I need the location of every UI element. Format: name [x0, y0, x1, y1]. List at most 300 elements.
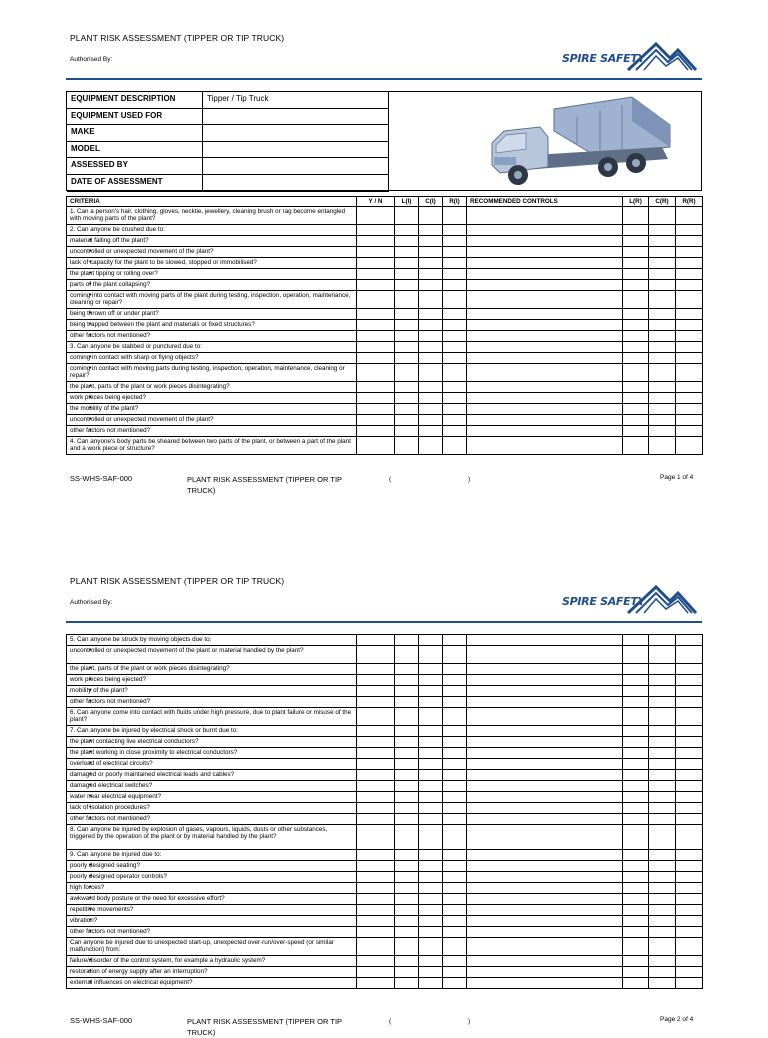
ri-cell[interactable] — [443, 803, 467, 814]
rr-cell[interactable] — [676, 291, 703, 309]
cr-cell[interactable] — [649, 697, 676, 708]
li-cell[interactable] — [395, 258, 419, 269]
rr-cell[interactable] — [676, 269, 703, 280]
ci-cell[interactable] — [419, 280, 443, 291]
lr-cell[interactable] — [623, 814, 649, 825]
ci-cell[interactable] — [419, 236, 443, 247]
li-cell[interactable] — [395, 894, 419, 905]
ci-cell[interactable] — [419, 825, 443, 850]
controls-cell[interactable] — [467, 803, 623, 814]
lr-cell[interactable] — [623, 737, 649, 748]
rr-cell[interactable] — [676, 258, 703, 269]
li-cell[interactable] — [395, 697, 419, 708]
controls-cell[interactable] — [467, 331, 623, 342]
li-cell[interactable] — [395, 280, 419, 291]
cr-cell[interactable] — [649, 726, 676, 737]
li-cell[interactable] — [395, 883, 419, 894]
lr-cell[interactable] — [623, 708, 649, 726]
lr-cell[interactable] — [623, 825, 649, 850]
ci-cell[interactable] — [419, 726, 443, 737]
controls-cell[interactable] — [467, 635, 623, 646]
cr-cell[interactable] — [649, 269, 676, 280]
controls-cell[interactable] — [467, 883, 623, 894]
yn-cell[interactable] — [357, 415, 395, 426]
li-cell[interactable] — [395, 291, 419, 309]
cr-cell[interactable] — [649, 236, 676, 247]
controls-cell[interactable] — [467, 938, 623, 956]
li-cell[interactable] — [395, 737, 419, 748]
info-value[interactable] — [203, 125, 389, 141]
rr-cell[interactable] — [676, 697, 703, 708]
lr-cell[interactable] — [623, 309, 649, 320]
rr-cell[interactable] — [676, 225, 703, 236]
rr-cell[interactable] — [676, 309, 703, 320]
lr-cell[interactable] — [623, 236, 649, 247]
yn-cell[interactable] — [357, 280, 395, 291]
rr-cell[interactable] — [676, 938, 703, 956]
cr-cell[interactable] — [649, 686, 676, 697]
ri-cell[interactable] — [443, 814, 467, 825]
controls-cell[interactable] — [467, 364, 623, 382]
li-cell[interactable] — [395, 956, 419, 967]
lr-cell[interactable] — [623, 247, 649, 258]
ri-cell[interactable] — [443, 225, 467, 236]
yn-cell[interactable] — [357, 916, 395, 927]
rr-cell[interactable] — [676, 437, 703, 455]
ri-cell[interactable] — [443, 861, 467, 872]
info-value[interactable] — [203, 158, 389, 174]
ri-cell[interactable] — [443, 916, 467, 927]
ci-cell[interactable] — [419, 404, 443, 415]
li-cell[interactable] — [395, 364, 419, 382]
controls-cell[interactable] — [467, 269, 623, 280]
yn-cell[interactable] — [357, 320, 395, 331]
controls-cell[interactable] — [467, 697, 623, 708]
controls-cell[interactable] — [467, 291, 623, 309]
lr-cell[interactable] — [623, 803, 649, 814]
yn-cell[interactable] — [357, 331, 395, 342]
li-cell[interactable] — [395, 770, 419, 781]
lr-cell[interactable] — [623, 978, 649, 989]
yn-cell[interactable] — [357, 426, 395, 437]
controls-cell[interactable] — [467, 916, 623, 927]
ri-cell[interactable] — [443, 236, 467, 247]
lr-cell[interactable] — [623, 646, 649, 664]
controls-cell[interactable] — [467, 382, 623, 393]
ci-cell[interactable] — [419, 426, 443, 437]
controls-cell[interactable] — [467, 664, 623, 675]
ci-cell[interactable] — [419, 697, 443, 708]
ci-cell[interactable] — [419, 850, 443, 861]
rr-cell[interactable] — [676, 781, 703, 792]
info-value[interactable]: Tipper / Tip Truck — [203, 92, 389, 108]
controls-cell[interactable] — [467, 927, 623, 938]
controls-cell[interactable] — [467, 280, 623, 291]
ci-cell[interactable] — [419, 978, 443, 989]
rr-cell[interactable] — [676, 393, 703, 404]
controls-cell[interactable] — [467, 978, 623, 989]
ri-cell[interactable] — [443, 905, 467, 916]
ri-cell[interactable] — [443, 748, 467, 759]
ri-cell[interactable] — [443, 697, 467, 708]
ci-cell[interactable] — [419, 437, 443, 455]
ri-cell[interactable] — [443, 426, 467, 437]
rr-cell[interactable] — [676, 894, 703, 905]
yn-cell[interactable] — [357, 861, 395, 872]
yn-cell[interactable] — [357, 770, 395, 781]
yn-cell[interactable] — [357, 646, 395, 664]
yn-cell[interactable] — [357, 225, 395, 236]
lr-cell[interactable] — [623, 883, 649, 894]
ri-cell[interactable] — [443, 382, 467, 393]
yn-cell[interactable] — [357, 927, 395, 938]
yn-cell[interactable] — [357, 803, 395, 814]
controls-cell[interactable] — [467, 708, 623, 726]
cr-cell[interactable] — [649, 225, 676, 236]
ci-cell[interactable] — [419, 382, 443, 393]
ri-cell[interactable] — [443, 635, 467, 646]
rr-cell[interactable] — [676, 770, 703, 781]
rr-cell[interactable] — [676, 675, 703, 686]
li-cell[interactable] — [395, 675, 419, 686]
cr-cell[interactable] — [649, 675, 676, 686]
rr-cell[interactable] — [676, 646, 703, 664]
li-cell[interactable] — [395, 825, 419, 850]
controls-cell[interactable] — [467, 686, 623, 697]
ri-cell[interactable] — [443, 872, 467, 883]
li-cell[interactable] — [395, 225, 419, 236]
rr-cell[interactable] — [676, 342, 703, 353]
lr-cell[interactable] — [623, 437, 649, 455]
ri-cell[interactable] — [443, 850, 467, 861]
controls-cell[interactable] — [467, 426, 623, 437]
ri-cell[interactable] — [443, 291, 467, 309]
rr-cell[interactable] — [676, 872, 703, 883]
controls-cell[interactable] — [467, 905, 623, 916]
rr-cell[interactable] — [676, 382, 703, 393]
cr-cell[interactable] — [649, 207, 676, 225]
li-cell[interactable] — [395, 759, 419, 770]
li-cell[interactable] — [395, 850, 419, 861]
controls-cell[interactable] — [467, 726, 623, 737]
cr-cell[interactable] — [649, 825, 676, 850]
cr-cell[interactable] — [649, 247, 676, 258]
ri-cell[interactable] — [443, 258, 467, 269]
li-cell[interactable] — [395, 426, 419, 437]
ci-cell[interactable] — [419, 247, 443, 258]
rr-cell[interactable] — [676, 331, 703, 342]
rr-cell[interactable] — [676, 905, 703, 916]
yn-cell[interactable] — [357, 792, 395, 803]
ci-cell[interactable] — [419, 675, 443, 686]
ci-cell[interactable] — [419, 927, 443, 938]
ci-cell[interactable] — [419, 364, 443, 382]
cr-cell[interactable] — [649, 938, 676, 956]
ci-cell[interactable] — [419, 759, 443, 770]
rr-cell[interactable] — [676, 883, 703, 894]
lr-cell[interactable] — [623, 426, 649, 437]
yn-cell[interactable] — [357, 748, 395, 759]
cr-cell[interactable] — [649, 905, 676, 916]
controls-cell[interactable] — [467, 781, 623, 792]
cr-cell[interactable] — [649, 861, 676, 872]
ri-cell[interactable] — [443, 770, 467, 781]
cr-cell[interactable] — [649, 770, 676, 781]
li-cell[interactable] — [395, 664, 419, 675]
cr-cell[interactable] — [649, 342, 676, 353]
controls-cell[interactable] — [467, 861, 623, 872]
cr-cell[interactable] — [649, 664, 676, 675]
controls-cell[interactable] — [467, 225, 623, 236]
ci-cell[interactable] — [419, 353, 443, 364]
ci-cell[interactable] — [419, 331, 443, 342]
li-cell[interactable] — [395, 415, 419, 426]
ci-cell[interactable] — [419, 708, 443, 726]
li-cell[interactable] — [395, 331, 419, 342]
rr-cell[interactable] — [676, 825, 703, 850]
ri-cell[interactable] — [443, 247, 467, 258]
lr-cell[interactable] — [623, 872, 649, 883]
cr-cell[interactable] — [649, 708, 676, 726]
ri-cell[interactable] — [443, 737, 467, 748]
ri-cell[interactable] — [443, 759, 467, 770]
cr-cell[interactable] — [649, 382, 676, 393]
ri-cell[interactable] — [443, 309, 467, 320]
yn-cell[interactable] — [357, 353, 395, 364]
ci-cell[interactable] — [419, 916, 443, 927]
ri-cell[interactable] — [443, 320, 467, 331]
yn-cell[interactable] — [357, 956, 395, 967]
lr-cell[interactable] — [623, 258, 649, 269]
ci-cell[interactable] — [419, 225, 443, 236]
cr-cell[interactable] — [649, 894, 676, 905]
controls-cell[interactable] — [467, 393, 623, 404]
lr-cell[interactable] — [623, 382, 649, 393]
yn-cell[interactable] — [357, 967, 395, 978]
rr-cell[interactable] — [676, 708, 703, 726]
controls-cell[interactable] — [467, 825, 623, 850]
rr-cell[interactable] — [676, 726, 703, 737]
li-cell[interactable] — [395, 393, 419, 404]
controls-cell[interactable] — [467, 437, 623, 455]
rr-cell[interactable] — [676, 247, 703, 258]
lr-cell[interactable] — [623, 781, 649, 792]
rr-cell[interactable] — [676, 850, 703, 861]
yn-cell[interactable] — [357, 664, 395, 675]
rr-cell[interactable] — [676, 978, 703, 989]
cr-cell[interactable] — [649, 759, 676, 770]
cr-cell[interactable] — [649, 792, 676, 803]
cr-cell[interactable] — [649, 814, 676, 825]
cr-cell[interactable] — [649, 850, 676, 861]
li-cell[interactable] — [395, 927, 419, 938]
cr-cell[interactable] — [649, 967, 676, 978]
yn-cell[interactable] — [357, 269, 395, 280]
cr-cell[interactable] — [649, 872, 676, 883]
li-cell[interactable] — [395, 938, 419, 956]
yn-cell[interactable] — [357, 872, 395, 883]
cr-cell[interactable] — [649, 978, 676, 989]
controls-cell[interactable] — [467, 792, 623, 803]
yn-cell[interactable] — [357, 686, 395, 697]
ri-cell[interactable] — [443, 894, 467, 905]
rr-cell[interactable] — [676, 635, 703, 646]
yn-cell[interactable] — [357, 781, 395, 792]
lr-cell[interactable] — [623, 956, 649, 967]
lr-cell[interactable] — [623, 927, 649, 938]
li-cell[interactable] — [395, 353, 419, 364]
ci-cell[interactable] — [419, 291, 443, 309]
cr-cell[interactable] — [649, 781, 676, 792]
cr-cell[interactable] — [649, 291, 676, 309]
controls-cell[interactable] — [467, 894, 623, 905]
li-cell[interactable] — [395, 207, 419, 225]
ri-cell[interactable] — [443, 331, 467, 342]
cr-cell[interactable] — [649, 646, 676, 664]
ri-cell[interactable] — [443, 675, 467, 686]
ci-cell[interactable] — [419, 803, 443, 814]
ri-cell[interactable] — [443, 646, 467, 664]
cr-cell[interactable] — [649, 737, 676, 748]
yn-cell[interactable] — [357, 364, 395, 382]
lr-cell[interactable] — [623, 291, 649, 309]
lr-cell[interactable] — [623, 225, 649, 236]
lr-cell[interactable] — [623, 726, 649, 737]
ri-cell[interactable] — [443, 437, 467, 455]
ci-cell[interactable] — [419, 770, 443, 781]
rr-cell[interactable] — [676, 803, 703, 814]
lr-cell[interactable] — [623, 759, 649, 770]
cr-cell[interactable] — [649, 309, 676, 320]
yn-cell[interactable] — [357, 437, 395, 455]
ri-cell[interactable] — [443, 938, 467, 956]
ci-cell[interactable] — [419, 748, 443, 759]
ci-cell[interactable] — [419, 320, 443, 331]
cr-cell[interactable] — [649, 404, 676, 415]
cr-cell[interactable] — [649, 280, 676, 291]
controls-cell[interactable] — [467, 353, 623, 364]
ci-cell[interactable] — [419, 393, 443, 404]
ri-cell[interactable] — [443, 825, 467, 850]
rr-cell[interactable] — [676, 415, 703, 426]
ri-cell[interactable] — [443, 415, 467, 426]
rr-cell[interactable] — [676, 792, 703, 803]
yn-cell[interactable] — [357, 382, 395, 393]
yn-cell[interactable] — [357, 291, 395, 309]
ri-cell[interactable] — [443, 404, 467, 415]
info-value[interactable] — [203, 142, 389, 158]
controls-cell[interactable] — [467, 737, 623, 748]
yn-cell[interactable] — [357, 258, 395, 269]
lr-cell[interactable] — [623, 905, 649, 916]
cr-cell[interactable] — [649, 353, 676, 364]
yn-cell[interactable] — [357, 737, 395, 748]
rr-cell[interactable] — [676, 207, 703, 225]
ri-cell[interactable] — [443, 781, 467, 792]
controls-cell[interactable] — [467, 247, 623, 258]
rr-cell[interactable] — [676, 404, 703, 415]
lr-cell[interactable] — [623, 770, 649, 781]
lr-cell[interactable] — [623, 697, 649, 708]
ci-cell[interactable] — [419, 872, 443, 883]
ri-cell[interactable] — [443, 726, 467, 737]
lr-cell[interactable] — [623, 269, 649, 280]
li-cell[interactable] — [395, 967, 419, 978]
li-cell[interactable] — [395, 781, 419, 792]
rr-cell[interactable] — [676, 861, 703, 872]
yn-cell[interactable] — [357, 393, 395, 404]
cr-cell[interactable] — [649, 803, 676, 814]
controls-cell[interactable] — [467, 415, 623, 426]
controls-cell[interactable] — [467, 748, 623, 759]
li-cell[interactable] — [395, 872, 419, 883]
ci-cell[interactable] — [419, 792, 443, 803]
ci-cell[interactable] — [419, 415, 443, 426]
info-value[interactable] — [203, 175, 389, 191]
controls-cell[interactable] — [467, 309, 623, 320]
ri-cell[interactable] — [443, 364, 467, 382]
rr-cell[interactable] — [676, 748, 703, 759]
yn-cell[interactable] — [357, 905, 395, 916]
lr-cell[interactable] — [623, 320, 649, 331]
li-cell[interactable] — [395, 247, 419, 258]
lr-cell[interactable] — [623, 664, 649, 675]
cr-cell[interactable] — [649, 415, 676, 426]
yn-cell[interactable] — [357, 635, 395, 646]
li-cell[interactable] — [395, 814, 419, 825]
li-cell[interactable] — [395, 309, 419, 320]
lr-cell[interactable] — [623, 861, 649, 872]
ci-cell[interactable] — [419, 664, 443, 675]
ri-cell[interactable] — [443, 280, 467, 291]
yn-cell[interactable] — [357, 675, 395, 686]
li-cell[interactable] — [395, 635, 419, 646]
yn-cell[interactable] — [357, 207, 395, 225]
controls-cell[interactable] — [467, 320, 623, 331]
rr-cell[interactable] — [676, 927, 703, 938]
rr-cell[interactable] — [676, 916, 703, 927]
controls-cell[interactable] — [467, 342, 623, 353]
li-cell[interactable] — [395, 404, 419, 415]
cr-cell[interactable] — [649, 927, 676, 938]
rr-cell[interactable] — [676, 737, 703, 748]
ri-cell[interactable] — [443, 664, 467, 675]
cr-cell[interactable] — [649, 916, 676, 927]
li-cell[interactable] — [395, 861, 419, 872]
controls-cell[interactable] — [467, 967, 623, 978]
lr-cell[interactable] — [623, 792, 649, 803]
ci-cell[interactable] — [419, 967, 443, 978]
li-cell[interactable] — [395, 905, 419, 916]
rr-cell[interactable] — [676, 353, 703, 364]
ri-cell[interactable] — [443, 956, 467, 967]
cr-cell[interactable] — [649, 437, 676, 455]
rr-cell[interactable] — [676, 686, 703, 697]
ci-cell[interactable] — [419, 269, 443, 280]
li-cell[interactable] — [395, 646, 419, 664]
ri-cell[interactable] — [443, 927, 467, 938]
cr-cell[interactable] — [649, 635, 676, 646]
li-cell[interactable] — [395, 437, 419, 455]
lr-cell[interactable] — [623, 967, 649, 978]
li-cell[interactable] — [395, 978, 419, 989]
ri-cell[interactable] — [443, 978, 467, 989]
ci-cell[interactable] — [419, 646, 443, 664]
rr-cell[interactable] — [676, 320, 703, 331]
lr-cell[interactable] — [623, 404, 649, 415]
ci-cell[interactable] — [419, 956, 443, 967]
ci-cell[interactable] — [419, 938, 443, 956]
